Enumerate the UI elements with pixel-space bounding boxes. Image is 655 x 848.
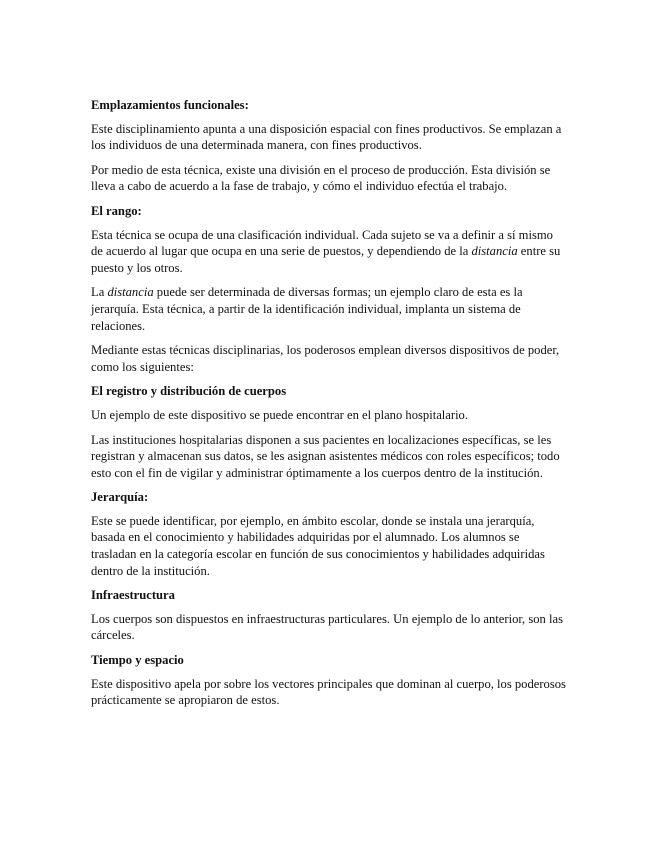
heading-tiempo-espacio: Tiempo y espacio (91, 653, 184, 668)
paragraph: Este disciplinamiento apunta a una disposición espacial con fines productivos. Se emplazan a los individuos de una determinada manera, con fines productivos. (91, 121, 562, 153)
heading-jerarquia: Jerarquía: (91, 490, 149, 505)
text-run: Esta técnica se ocupa de una clasificación individual. Cada sujeto se va a definir a sí mismo de acuerdo al lugar que ocupa en una serie de puestos, y dependiendo de la (91, 227, 553, 259)
heading-registro: El registro y distribución de cuerpos (91, 384, 287, 399)
document-body (91, 97, 567, 717)
emphasis-text: distancia (471, 244, 518, 259)
paragraph: Este dispositivo apela por sobre los vectores principales que dominan al cuerpo, los poderosos prácticamente se apropiaron de estos. (91, 676, 566, 708)
heading-rango: El rango: (91, 203, 142, 218)
paragraph: Los cuerpos son dispuestos en infraestructuras particulares. Un ejemplo de lo anterior, son las cárceles. (91, 611, 563, 643)
paragraph: Las instituciones hospitalarias disponen a sus pacientes en localizaciones específicas, se les registran y almacenan sus datos, se les asignan asistentes médicos con roles específicos; todo esto con el fin de vigilar y administrar óptimamente a los cuerpos dentro de la institución. (91, 432, 560, 480)
paragraph (91, 284, 567, 334)
paragraph: Un ejemplo de este dispositivo se puede encontrar en el plano hospitalario. (91, 407, 469, 422)
paragraph (91, 227, 567, 277)
text-run: puede ser determinada de diversas formas; un ejemplo claro de esta es la jerarquía. Esta técnica, a partir de la identificación individual, implanta un sistema de relaciones. (91, 285, 523, 333)
text-run: entre su puesto y los otros. (91, 244, 561, 275)
paragraph: Por medio de esta técnica, existe una división en el proceso de producción. Esta división se lleva a cabo de acuerdo a la fase de trabajo, y cómo el individuo efectúa el trabajo. (91, 162, 551, 194)
text-run: La (91, 285, 108, 300)
heading-emplazamientos: Emplazamientos funcionales: (91, 98, 249, 112)
paragraph: Mediante estas técnicas disciplinarias, los poderosos emplean diversos dispositivos de poder, como los siguientes: (91, 343, 560, 374)
heading-infraestructura: Infraestructura (91, 588, 175, 603)
paragraph: Este se puede identificar, por ejemplo, en ámbito escolar, donde se instala una jerarquía, basada en el conocimiento y habilidades adquiridas por el alumnado. Los alumnos se trasladan en la categoría escolar en función de sus conocimientos y habilidades adquiridas dentro de la institución. (91, 513, 545, 578)
emphasis-text: distancia (107, 285, 154, 300)
